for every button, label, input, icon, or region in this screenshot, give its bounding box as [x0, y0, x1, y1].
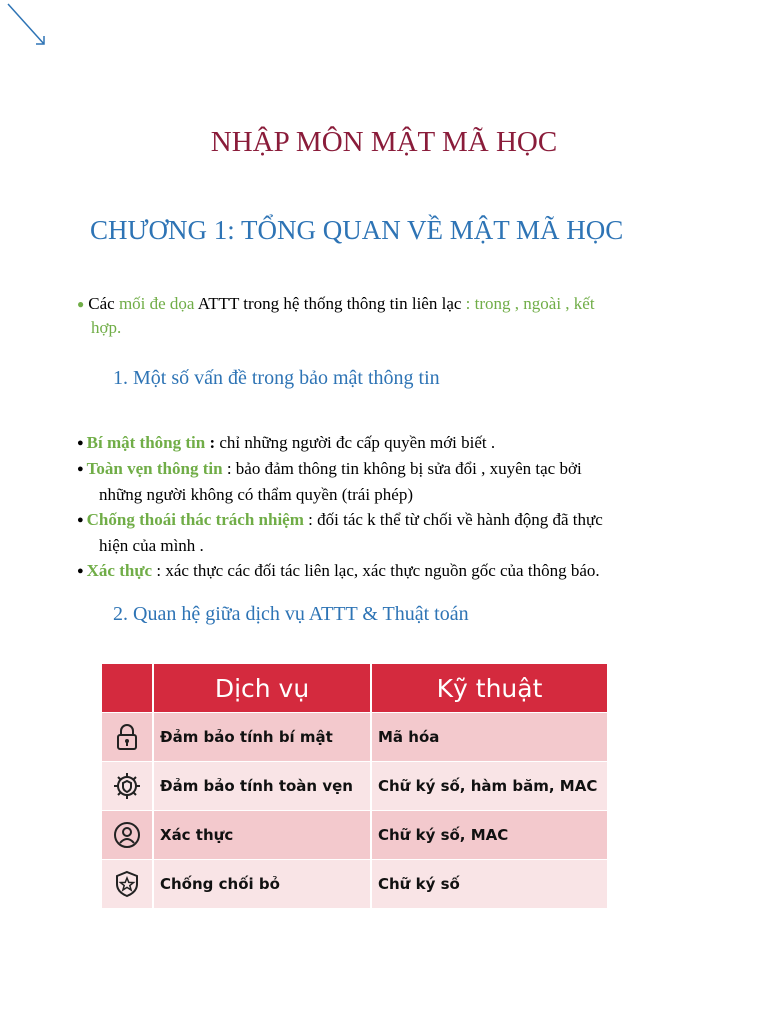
threat-term: mối đe dọa	[118, 294, 195, 313]
gear-shield-icon	[113, 772, 141, 800]
list-item-cont: những người không có thẩm quyền (trái phép)	[99, 485, 413, 504]
list-item-desc: xác thực các đối tác liên lạc, xác thực nguồn gốc của thông báo.	[165, 561, 600, 580]
list-item-term: Bí mật thông tin	[86, 433, 206, 452]
list-item	[77, 456, 737, 507]
list-item-desc: chỉ những người đc cấp quyền mới biết .	[219, 433, 496, 452]
service-cell: Đảm bảo tính bí mật	[153, 713, 371, 762]
section-heading-2: 2. Quan hệ giữa dịch vụ ATTT & Thuật toán	[113, 603, 469, 625]
threat-types-cont: hợp.	[91, 318, 122, 337]
intro-middle: ATTT trong hệ thống thông tin liên lạc	[194, 294, 462, 313]
table-row	[102, 860, 607, 909]
list-item-term: Toàn vẹn thông tin	[86, 459, 223, 478]
header-service: Dịch vụ	[153, 664, 371, 713]
list-item	[77, 558, 737, 584]
table-row	[102, 713, 607, 762]
list-item-sep: :	[303, 510, 318, 529]
service-cell: Chống chối bỏ	[153, 860, 371, 909]
section-heading-1: 1. Một số vấn đề trong bảo mật thông tin	[113, 367, 440, 389]
bullet-icon: ●	[77, 463, 84, 475]
page-title: NHẬP MÔN MẬT MÃ HỌC	[210, 126, 558, 158]
threat-types: : trong , ngoài , kết	[461, 294, 595, 313]
service-cell: Xác thực	[153, 811, 371, 860]
list-item-sep: :	[205, 433, 220, 452]
list-item	[77, 430, 737, 456]
bullet-icon: ●	[77, 297, 85, 311]
lock-icon	[115, 723, 139, 751]
icon-cell	[102, 762, 153, 811]
list-item-desc: bảo đảm thông tin không bị sửa đổi , xuyên tạc bởi	[235, 459, 582, 478]
technique-cell: Mã hóa	[371, 713, 607, 762]
intro-prefix: Các	[88, 294, 119, 313]
shield-star-icon	[114, 870, 140, 898]
technique-cell: Chữ ký số	[371, 860, 607, 909]
bullet-icon: ●	[77, 437, 84, 449]
list-item-sep: :	[152, 561, 166, 580]
corner-arrow-icon	[0, 0, 60, 60]
table-row	[102, 762, 607, 811]
header-icon-col	[102, 664, 153, 713]
icon-cell	[102, 860, 153, 909]
technique-cell: Chữ ký số, hàm băm, MAC	[371, 762, 607, 811]
bullet-icon: ●	[77, 514, 84, 526]
header-technique: Kỹ thuật	[371, 664, 607, 713]
table-row	[102, 811, 607, 860]
technique-cell: Chữ ký số, MAC	[371, 811, 607, 860]
list-item-term: Chống thoái thác trách nhiệm	[86, 510, 304, 529]
list-item-term: Xác thực	[86, 561, 153, 580]
service-technique-table	[102, 664, 607, 908]
bullet-icon: ●	[77, 565, 84, 577]
list-item-sep: :	[222, 459, 236, 478]
chapter-heading: CHƯƠNG 1: TỔNG QUAN VỀ MẬT MÃ HỌC	[90, 215, 624, 245]
user-check-icon	[113, 821, 141, 849]
table-header-row	[102, 664, 607, 713]
list-item-desc: đối tác k thể từ chối về hành động đã thực	[317, 510, 603, 529]
icon-cell	[102, 713, 153, 762]
list-item-cont: hiện của mình .	[99, 536, 204, 555]
service-cell: Đảm bảo tính toàn vẹn	[153, 762, 371, 811]
list-item	[77, 507, 737, 558]
security-issues-list	[77, 430, 737, 584]
icon-cell	[102, 811, 153, 860]
intro-paragraph	[77, 292, 717, 340]
